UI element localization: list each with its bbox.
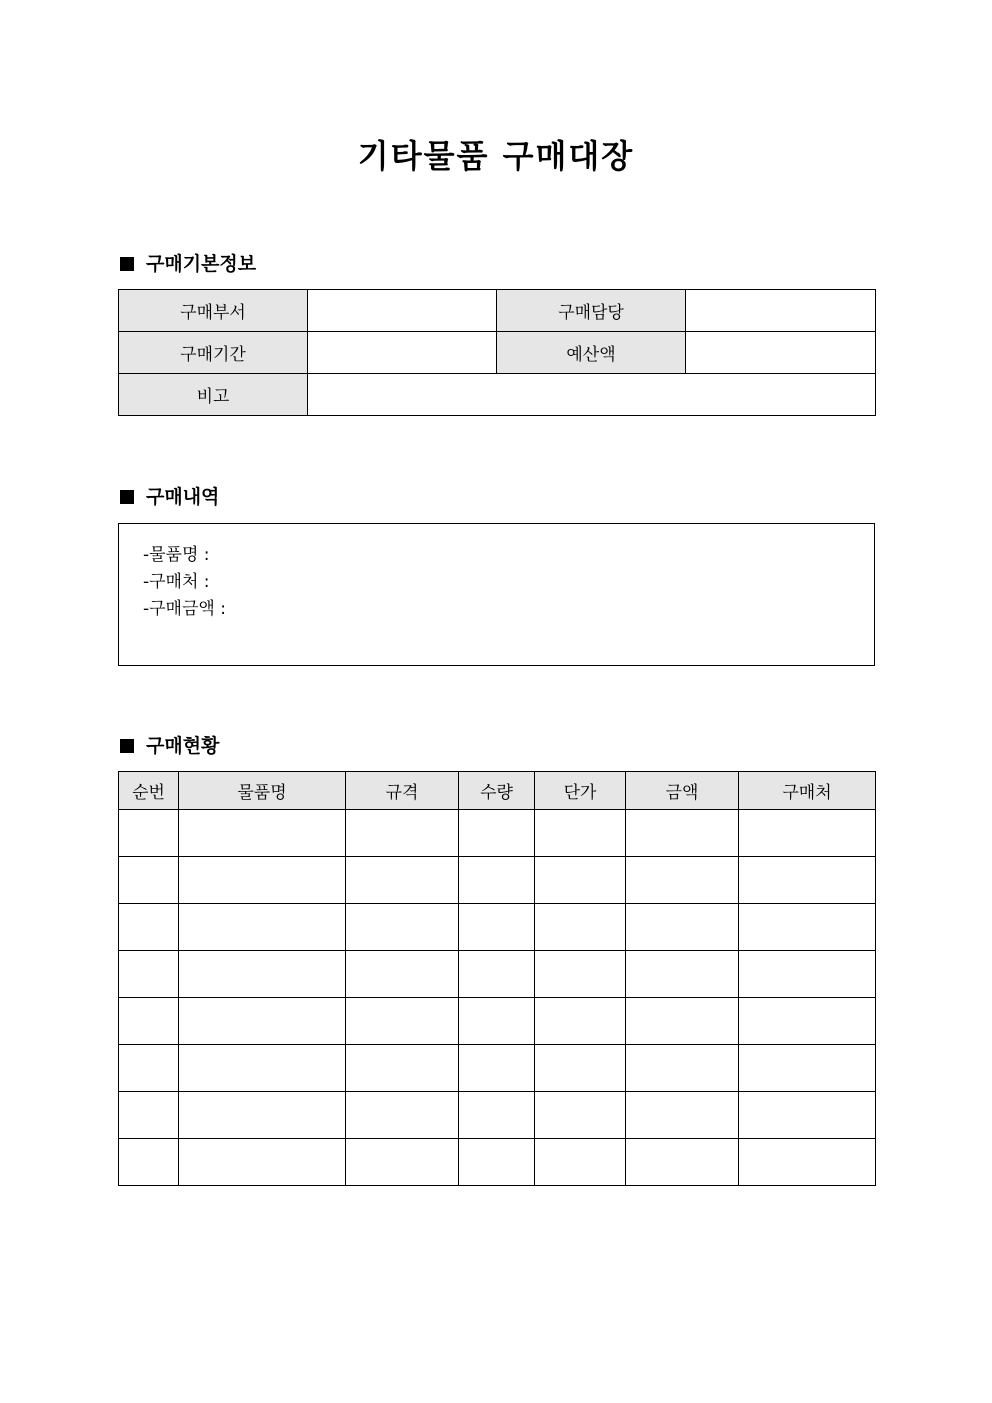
table-cell[interactable] — [535, 904, 626, 951]
table-cell[interactable] — [346, 857, 459, 904]
column-header-no: 순번 — [119, 772, 179, 810]
square-bullet-icon — [120, 257, 134, 271]
table-cell[interactable] — [739, 904, 876, 951]
section-heading-purchase-detail — [118, 485, 219, 509]
table-cell[interactable] — [179, 1139, 346, 1186]
table-cell[interactable] — [179, 1045, 346, 1092]
table-cell[interactable] — [179, 904, 346, 951]
table-cell[interactable] — [535, 810, 626, 857]
table-cell[interactable] — [626, 904, 739, 951]
square-bullet-icon — [120, 739, 134, 753]
table-cell[interactable] — [459, 1092, 535, 1139]
label-manager: 구매담당 — [497, 290, 686, 332]
table-row — [119, 1045, 876, 1092]
table-cell[interactable] — [535, 1045, 626, 1092]
label-period: 구매기간 — [119, 332, 308, 374]
table-row — [119, 1139, 876, 1186]
table-cell[interactable] — [459, 998, 535, 1045]
table-cell[interactable] — [119, 857, 179, 904]
table-cell[interactable] — [626, 810, 739, 857]
table-cell[interactable] — [459, 1139, 535, 1186]
table-row — [119, 374, 876, 416]
table-cell[interactable] — [179, 1092, 346, 1139]
purchase-status-table — [118, 771, 876, 1186]
table-cell[interactable] — [346, 998, 459, 1045]
table-row — [119, 810, 876, 857]
column-header-item-name: 물품명 — [179, 772, 346, 810]
table-cell[interactable] — [119, 951, 179, 998]
detail-line-item-name: -물품명 : — [143, 545, 210, 565]
table-cell[interactable] — [535, 1092, 626, 1139]
label-remarks: 비고 — [119, 374, 308, 416]
table-cell[interactable] — [179, 951, 346, 998]
table-row — [119, 951, 876, 998]
table-cell[interactable] — [739, 951, 876, 998]
table-cell[interactable] — [739, 1139, 876, 1186]
field-remarks[interactable] — [308, 374, 876, 416]
table-cell[interactable] — [179, 998, 346, 1045]
table-cell[interactable] — [626, 951, 739, 998]
table-row — [119, 1092, 876, 1139]
table-cell[interactable] — [535, 1139, 626, 1186]
table-cell[interactable] — [739, 857, 876, 904]
section-heading-label: 구매기본정보 — [146, 253, 257, 275]
table-cell[interactable] — [459, 951, 535, 998]
table-cell[interactable] — [179, 810, 346, 857]
table-row — [119, 857, 876, 904]
table-cell[interactable] — [535, 857, 626, 904]
section-heading-purchase-status — [118, 734, 219, 758]
table-cell[interactable] — [535, 998, 626, 1045]
detail-line-amount: -구매금액 : — [143, 599, 226, 619]
table-row — [119, 332, 876, 374]
table-cell[interactable] — [346, 1045, 459, 1092]
table-row — [119, 290, 876, 332]
purchase-detail-lines — [143, 542, 226, 623]
table-cell[interactable] — [739, 998, 876, 1045]
column-header-vendor: 구매처 — [739, 772, 876, 810]
table-cell[interactable] — [179, 857, 346, 904]
detail-line-vendor: -구매처 : — [143, 572, 210, 592]
table-cell[interactable] — [119, 998, 179, 1045]
label-department: 구매부서 — [119, 290, 308, 332]
table-cell[interactable] — [119, 904, 179, 951]
table-cell[interactable] — [459, 810, 535, 857]
field-budget[interactable] — [686, 332, 876, 374]
square-bullet-icon — [120, 490, 134, 504]
section-heading-label: 구매현황 — [146, 735, 220, 757]
table-row — [119, 904, 876, 951]
purchase-detail-box[interactable] — [118, 523, 875, 666]
table-cell[interactable] — [739, 1045, 876, 1092]
basic-info-table — [118, 289, 876, 416]
table-row — [119, 998, 876, 1045]
table-cell[interactable] — [119, 1045, 179, 1092]
table-cell[interactable] — [119, 1092, 179, 1139]
table-cell[interactable] — [626, 998, 739, 1045]
table-cell[interactable] — [739, 1092, 876, 1139]
table-cell[interactable] — [459, 857, 535, 904]
table-cell[interactable] — [346, 1139, 459, 1186]
table-cell[interactable] — [346, 904, 459, 951]
table-cell[interactable] — [535, 951, 626, 998]
table-header-row — [119, 772, 876, 810]
column-header-quantity: 수량 — [459, 772, 535, 810]
table-cell[interactable] — [626, 1092, 739, 1139]
table-cell[interactable] — [626, 1139, 739, 1186]
field-period[interactable] — [308, 332, 497, 374]
label-budget: 예산액 — [497, 332, 686, 374]
table-cell[interactable] — [626, 857, 739, 904]
section-heading-basic-info — [118, 252, 256, 276]
table-cell[interactable] — [119, 1139, 179, 1186]
table-cell[interactable] — [626, 1045, 739, 1092]
column-header-spec: 규격 — [346, 772, 459, 810]
field-department[interactable] — [308, 290, 497, 332]
table-cell[interactable] — [119, 810, 179, 857]
table-cell[interactable] — [346, 810, 459, 857]
table-cell[interactable] — [346, 1092, 459, 1139]
section-heading-label: 구매내역 — [146, 486, 220, 508]
table-cell[interactable] — [739, 810, 876, 857]
column-header-amount: 금액 — [626, 772, 739, 810]
table-cell[interactable] — [346, 951, 459, 998]
table-cell[interactable] — [459, 904, 535, 951]
table-cell[interactable] — [459, 1045, 535, 1092]
field-manager[interactable] — [686, 290, 876, 332]
column-header-unit-price: 단가 — [535, 772, 626, 810]
document-title: 기타물품 구매대장 — [357, 137, 635, 175]
